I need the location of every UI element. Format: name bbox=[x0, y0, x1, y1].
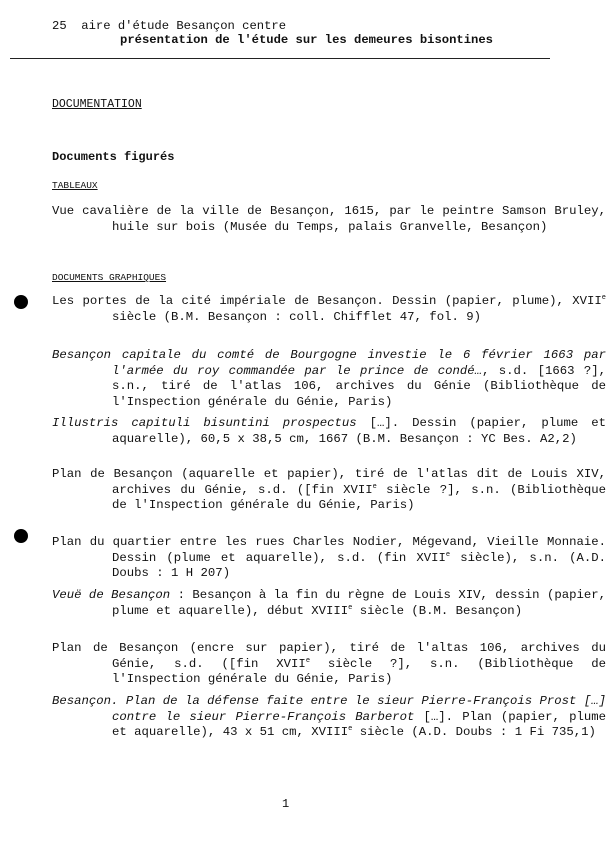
superscript: e bbox=[348, 724, 353, 733]
entry-title: Veuë de Besançon bbox=[52, 588, 171, 602]
header-line-2: présentation de l'étude sur les demeures bisontines bbox=[120, 33, 493, 47]
entry-plan-quartier bbox=[52, 535, 606, 582]
entry-text: , s.d. [1663 ?], s.n., tiré de l'atlas 106, archives du Génie (Bibliothèque de l'Inspection générale du Génie, Paris) bbox=[112, 363, 606, 409]
entry-text: : Besançon à la fin du règne de Louis XIV, dessin (papier, plume et aquarelle), début XVIII bbox=[112, 588, 606, 618]
header-line-1: 25 aire d'étude Besançon centre bbox=[52, 19, 287, 33]
entry-text: […]. Dessin (papier, plume et aquarelle), 60,5 x 38,5 cm, 1667 (B.M. Besançon : YC Bes. A2,2) bbox=[112, 416, 606, 446]
superscript: e bbox=[305, 656, 311, 665]
entry-title: Besançon capitale du comté de Bourgogne investie le 6 février 1663 par l'armée du roy commandée par le prince de condé… bbox=[52, 348, 606, 378]
entry-text: Les portes de la cité impériale de Besançon. Dessin (papier, plume), XVII bbox=[52, 294, 602, 308]
header-rule bbox=[10, 58, 550, 59]
entry-text: siècle (A.D. Doubs : 1 Fi 735,1) bbox=[352, 725, 596, 739]
superscript: e bbox=[601, 293, 606, 302]
entry-text: Plan de Besançon (encre sur papier), tiré de l'altas 106, archives du Génie, s.d. ([fin XVII bbox=[52, 641, 606, 671]
entry-text: siècle), s.n. (A.D. Doubs : 1 H 207) bbox=[112, 550, 606, 580]
entry-text: siècle ?], s.n. (Bibliothèque de l'Inspection générale du Génie, Paris) bbox=[112, 482, 606, 512]
entry-plan-atlas-louis-xiv bbox=[52, 467, 606, 514]
entry-text: siècle ?], s.n. (Bibliothèque de l'Inspection générale du Génie, Paris) bbox=[112, 656, 606, 686]
entry-illustris-capituli bbox=[52, 416, 606, 447]
superscript: e bbox=[372, 482, 377, 491]
entry-text: siècle (B.M. Besançon) bbox=[352, 603, 523, 618]
entry-text: Plan de Besançon (aquarelle et papier), tiré de l'atlas dit de Louis XIV, archives du Génie, s.d. ([fin XVII bbox=[52, 467, 606, 497]
subsection-title: Documents figurés bbox=[52, 150, 175, 164]
page-number: 1 bbox=[282, 797, 290, 811]
superscript: e bbox=[348, 603, 353, 612]
category-documents-graphiques: DOCUMENTS GRAPHIQUES bbox=[52, 272, 167, 283]
bullet-marker bbox=[14, 529, 28, 543]
entry-veue-de-besancon bbox=[52, 588, 606, 619]
bullet-marker bbox=[14, 295, 28, 309]
category-tableaux: TABLEAUX bbox=[52, 180, 98, 191]
superscript: e bbox=[445, 550, 451, 559]
entry-title: Besançon. Plan de la défense faite entre le sieur Pierre-François Prost […] contre le sieur Pierre-François Barberot bbox=[52, 694, 606, 724]
entry-plan-encre-papier bbox=[52, 641, 606, 688]
section-title: DOCUMENTATION bbox=[52, 98, 142, 111]
entry-portes-cite bbox=[52, 294, 606, 325]
entry-text: […]. Plan (papier, plume et aquarelle), 43 x 51 cm, XVIII bbox=[112, 709, 606, 739]
entry-text: siècle (B.M. Besançon : coll. Chifflet 47, fol. 9) bbox=[112, 309, 481, 324]
entry-vue-cavaliere bbox=[52, 204, 606, 235]
entry-text: Vue cavalière de la ville de Besançon, 1615, par le peintre Samson Bruley, huile sur bois (Musée du Temps, palais Granvelle, Besançon) bbox=[52, 204, 606, 234]
entry-text: Plan du quartier entre les rues Charles Nodier, Mégevand, Vieille Monnaie. Dessin (plume et aquarelle), s.d. (fin XVII bbox=[52, 535, 606, 565]
entry-besancon-capitale bbox=[52, 348, 606, 410]
entry-plan-defense bbox=[52, 694, 606, 741]
entry-title: Illustris capituli bisuntini prospectus bbox=[52, 416, 357, 430]
